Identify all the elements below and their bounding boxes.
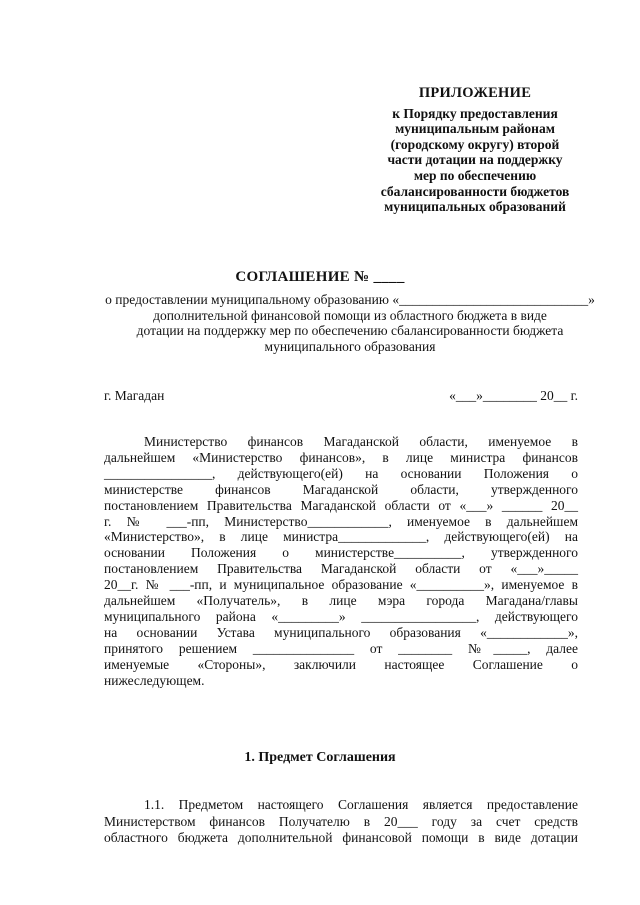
body-line: дальнейшем «Получатель», в лице мэра города Магадана/главы [104,593,578,609]
agreement-title: СОГЛАШЕНИЕ № ____ [235,269,405,285]
city-label: г. Магадан [104,388,165,403]
appendix-line: части дотации на поддержку [387,152,563,168]
appendix-line: сбалансированности бюджетов [380,183,570,199]
subtitle-line: муниципального образования [264,338,436,354]
appendix-heading: ПРИЛОЖЕНИЕ [418,85,532,101]
body-line: г. № ___-пп, Министерство____________, именуемое в дальнейшем [104,513,578,529]
body-line: на основании Устава муниципального образования «____________», [104,624,578,640]
para-line: областного бюджета дополнительной финансовой помощи в виде дотации [104,830,578,845]
body-line: министерстве финансов Магаданской области, утвержденного [104,481,578,497]
appendix-line: к Порядку предоставления [392,105,558,121]
body-line: постановлением Правительства Магаданской области от «___»_____ [104,561,578,577]
body-line: дальнейшем «Министерство финансов», в лице министра финансов [104,449,578,465]
subtitle-line: дотации на поддержку мер по обеспечению сбалансированности бюджета [136,323,564,339]
body-line: «Министерство», в лице министра_____________, действующего(ей) на [104,529,578,545]
appendix-line: муниципальным районам [395,121,555,137]
appendix-line: мер по обеспечению [413,167,537,183]
body-line: ________________, действующего(ей) на основании Положения о [104,465,578,481]
body-line: принятого решением _______________ от ________ №_____, далее [104,640,578,656]
body-line: Министерство финансов Магаданской области, именуемое в [144,434,578,449]
appendix-line: муниципальных образований [384,199,566,215]
appendix-line: (городскому округу) второй [390,136,560,152]
body-line: именуемые «Стороны», заключили настоящее Соглашение о [104,656,578,672]
body-line: муниципального района «_________» _________________, действующего [104,608,578,624]
date-field: «___»________ 20__ г. [449,388,578,403]
subtitle-line: о предоставлении муниципальному образованию «____________________________» [105,292,595,307]
para-line: 1.1. Предметом настоящего Соглашения является предоставление [144,797,578,812]
section-heading: 1. Предмет Соглашения [244,750,396,765]
body-line: нижеследующем. [104,672,205,688]
appendix-block [360,86,590,215]
agreement-subtitle [60,292,640,354]
subtitle-line: дополнительной финансовой помощи из областного бюджета в виде [153,307,547,323]
preamble-paragraph [104,434,578,689]
body-line: основании Положения о министерстве__________, утвержденного [104,545,578,561]
section-paragraph [104,797,578,847]
para-line: Министерством финансов Получателю в 20___ году за счет средств [104,813,578,829]
body-line: 20__г. № ___-пп, и муниципальное образование «__________», именуемое в [104,577,578,593]
body-line: постановлением Правительства Магаданской области от «___» ______ 20__ [104,497,578,513]
